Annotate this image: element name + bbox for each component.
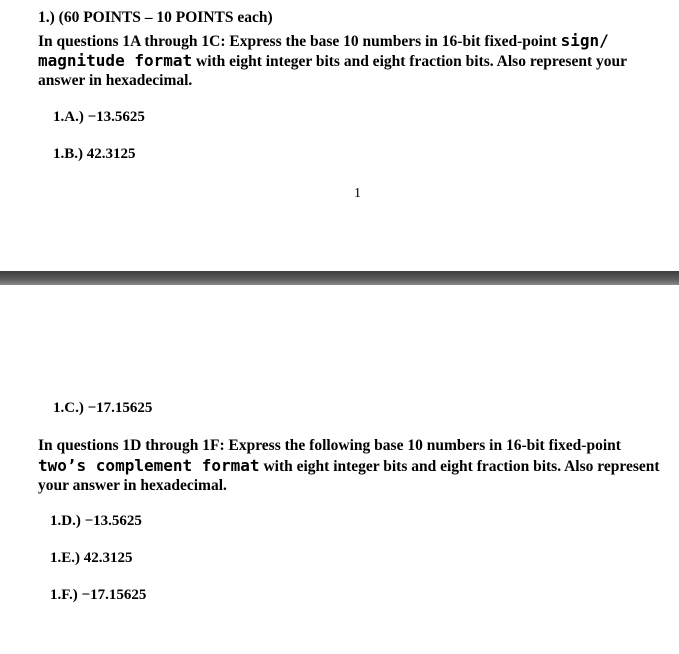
page-two	[0, 285, 679, 654]
item-1d: 1.D.) −13.5625	[50, 513, 142, 529]
instructions-line-3: answer in hexadecimal.	[38, 72, 193, 89]
instructions-line-2	[38, 456, 660, 477]
item-1e: 1.E.) 42.3125	[50, 550, 133, 566]
page-separator	[0, 271, 679, 285]
item-1c: 1.C.) −17.15625	[53, 400, 153, 416]
page-number: 1	[354, 186, 361, 201]
format-emphasis: magnitude format	[38, 51, 193, 70]
instructions-line-2	[38, 51, 627, 72]
question-header: 1.) (60 POINTS – 10 POINTS each)	[38, 9, 273, 26]
instructions-line-1	[38, 31, 609, 52]
format-emphasis: sign/	[560, 31, 609, 50]
instructions-line-3: your answer in hexadecimal.	[38, 477, 227, 494]
item-1b: 1.B.) 42.3125	[53, 146, 136, 162]
format-emphasis: two’s complement format	[38, 456, 260, 475]
instructions-text: with eight integer bits and eight fraction bits. Also represent your	[192, 53, 627, 70]
page-one	[0, 0, 679, 271]
item-1a: 1.A.) −13.5625	[53, 109, 145, 125]
item-1f: 1.F.) −17.15625	[50, 587, 147, 603]
instructions-line-1: In questions 1D through 1F: Express the following base 10 numbers in 16-bit fixed-point	[38, 437, 621, 454]
instructions-text: with eight integer bits and eight fraction bits. Also represent	[259, 458, 660, 475]
instructions-text: In questions 1A through 1C: Express the base 10 numbers in 16-bit fixed-point	[38, 33, 561, 50]
